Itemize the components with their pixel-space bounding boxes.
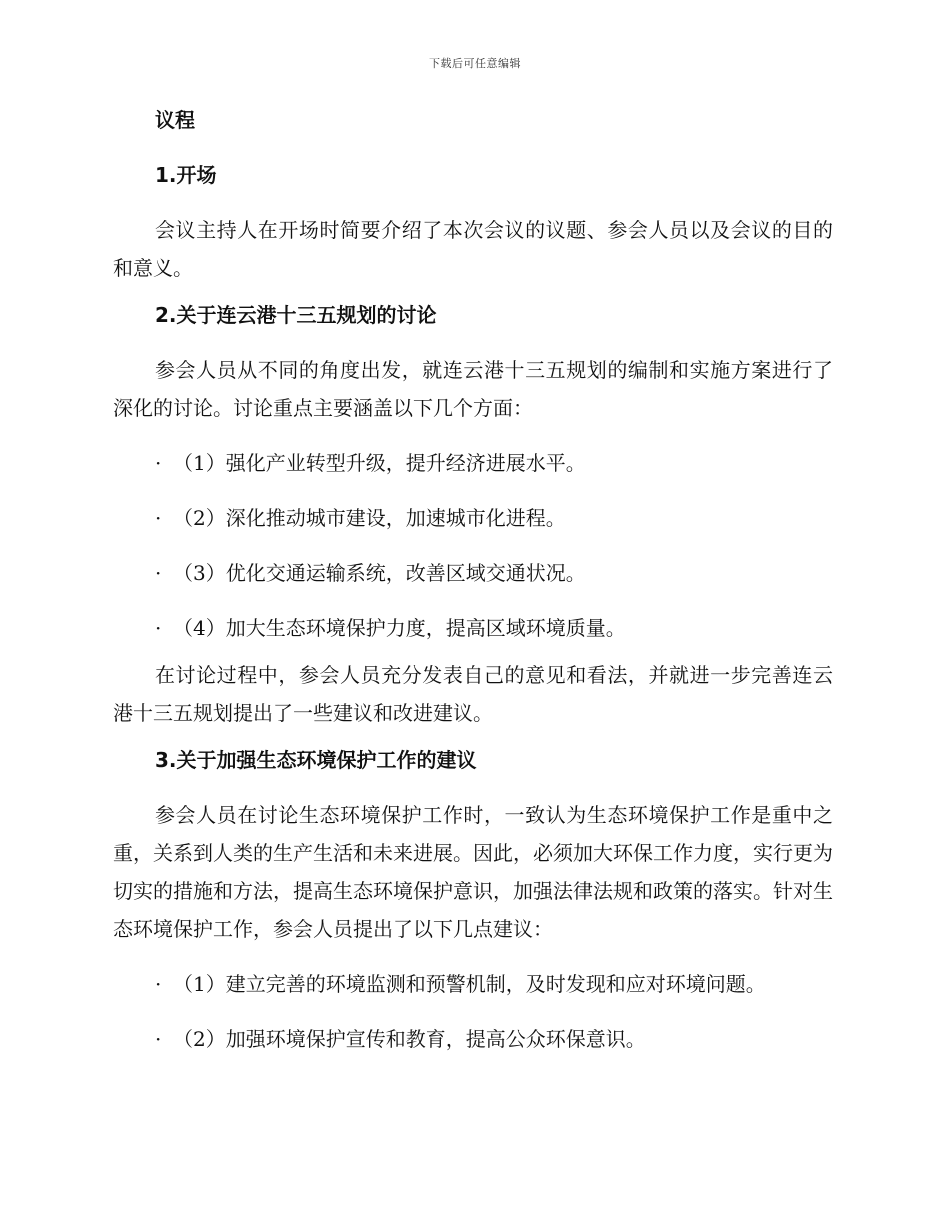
- list-item: [113, 449, 833, 477]
- list-item-text: （2）深化推动城市建设，加速城市化进程。: [173, 506, 566, 530]
- section-2-heading: 2.关于连云港十三五规划的讨论: [155, 303, 437, 327]
- list-item: [113, 559, 833, 587]
- section-2-paragraph-2: 在讨论过程中，参会人员充分发表自己的意见和看法，并就进一步完善连云港十三五规划提出了一些建议和改进建议。: [113, 663, 833, 725]
- list-item: [113, 970, 833, 998]
- section-3-heading: 3.关于加强生态环境保护工作的建议: [155, 748, 477, 772]
- bullet-marker: ·: [155, 561, 162, 585]
- list-item: [113, 504, 833, 532]
- section-1-heading: 1.开场: [155, 163, 217, 187]
- list-item: [113, 614, 833, 642]
- section-2-paragraph-1: 参会人员从不同的角度出发，就连云港十三五规划的编制和实施方案进行了深化的讨论。讨论重点主要涵盖以下几个方面：: [113, 358, 833, 420]
- bullet-marker: ·: [155, 972, 162, 996]
- list-item-text: （1）建立完善的环境监测和预警机制，及时发现和应对环境问题。: [173, 972, 766, 996]
- bullet-marker: ·: [155, 506, 162, 530]
- bullet-marker: ·: [155, 1027, 162, 1051]
- list-item: [113, 1025, 833, 1053]
- list-item-text: （1）强化产业转型升级，提升经济进展水平。: [173, 451, 586, 475]
- section-3-paragraph: 参会人员在讨论生态环境保护工作时，一致认为生态环境保护工作是重中之重，关系到人类的生产生活和未来进展。因此，必须加大环保工作力度，实行更为切实的措施和方法，提高生态环境保护意识，加强法律法规和政策的落实。针对生态环境保护工作，参会人员提出了以下几点建议：: [113, 803, 833, 941]
- list-item-text: （2）加强环境保护宣传和教育，提高公众环保意识。: [173, 1027, 646, 1051]
- header-note: 下载后可任意编辑: [429, 57, 521, 70]
- agenda-title: 议程: [155, 108, 195, 132]
- list-item-text: （4）加大生态环境保护力度，提高区域环境质量。: [173, 616, 626, 640]
- bullet-marker: ·: [155, 451, 162, 475]
- section-1-paragraph: 会议主持人在开场时简要介绍了本次会议的议题、参会人员以及会议的目的和意义。: [113, 218, 833, 280]
- document-body: [113, 106, 833, 1053]
- list-item-text: （3）优化交通运输系统，改善区域交通状况。: [173, 561, 586, 585]
- bullet-marker: ·: [155, 616, 162, 640]
